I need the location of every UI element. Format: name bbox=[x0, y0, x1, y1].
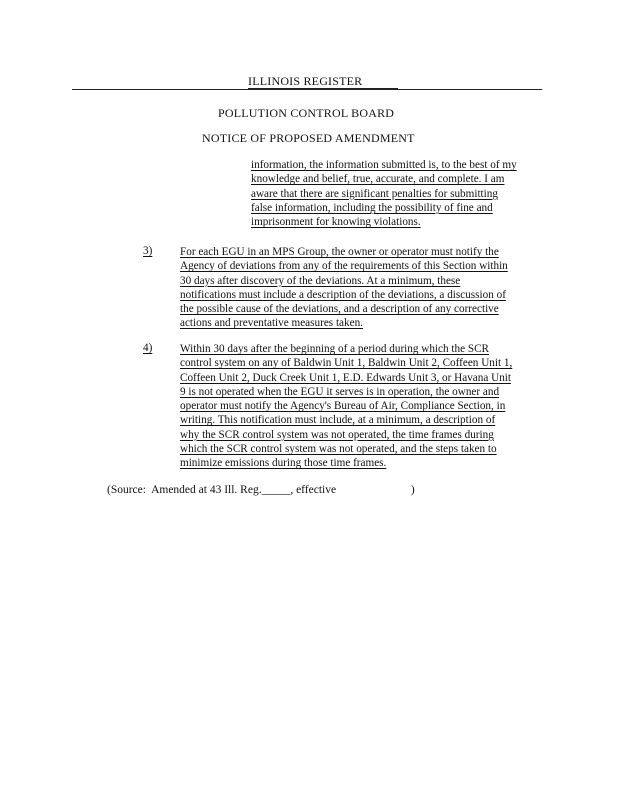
item-4-line: which the SCR control system was not operated, and the steps taken to bbox=[180, 443, 497, 456]
item-4-paragraph bbox=[180, 342, 512, 471]
item-4-line: control system on any of Baldwin Unit 1, Baldwin Unit 2, Coffeen Unit 1, bbox=[180, 357, 513, 370]
item-4-line: Within 30 days after the beginning of a period during which the SCR bbox=[180, 343, 490, 355]
item-4-line: minimize emissions during those time frames. bbox=[180, 457, 387, 470]
item-3-line: Agency of deviations from any of the requirements of this Section within bbox=[180, 260, 508, 273]
item-4-line: writing. This notification must include, at a minimum, a description of bbox=[180, 414, 496, 427]
register-title: ILLINOIS REGISTER bbox=[248, 74, 363, 88]
board-name: POLLUTION CONTROL BOARD bbox=[218, 106, 395, 120]
item-3-line: 30 days after discovery of the deviations. At a minimum, these bbox=[180, 274, 461, 287]
item-3-line: the possible cause of the deviations, and a description of any corrective bbox=[180, 303, 499, 316]
item-3-paragraph bbox=[180, 245, 508, 331]
source-note: (Source: Amended at 43 Ill. Reg._____, effective ) bbox=[107, 484, 415, 496]
notice-heading: NOTICE OF PROPOSED AMENDMENT bbox=[202, 131, 415, 145]
item-4-line: why the SCR control system was not operated, the time frames during bbox=[180, 428, 494, 441]
item-4-number: 4) bbox=[143, 342, 153, 354]
item-3-line: actions and preventative measures taken. bbox=[180, 317, 363, 330]
continuation-line: information, the information submitted is, to the best of my bbox=[251, 159, 517, 171]
item-3-line: notifications must include a description of the deviations, a discussion of bbox=[180, 288, 506, 301]
continuation-line: imprisonment for knowing violations. bbox=[251, 216, 421, 229]
continuation-paragraph bbox=[251, 158, 517, 229]
item-4-line: Coffeen Unit 2, Duck Creek Unit 1, E.D. Edwards Unit 3, or Havana Unit bbox=[180, 371, 511, 384]
item-4-line: operator must notify the Agency's Bureau of Air, Compliance Section, in bbox=[180, 400, 506, 413]
item-3-line: For each EGU in an MPS Group, the owner or operator must notify the bbox=[180, 246, 499, 258]
item-3-number: 3) bbox=[143, 245, 153, 257]
header-rule bbox=[72, 89, 542, 90]
continuation-line: aware that there are significant penalties for submitting bbox=[251, 187, 498, 200]
continuation-line: knowledge and belief, true, accurate, and complete. I am bbox=[251, 173, 505, 186]
item-4-line: 9 is not operated when the EGU it serves is in operation, the owner and bbox=[180, 385, 500, 398]
continuation-line: false information, including the possibility of fine and bbox=[251, 201, 493, 214]
